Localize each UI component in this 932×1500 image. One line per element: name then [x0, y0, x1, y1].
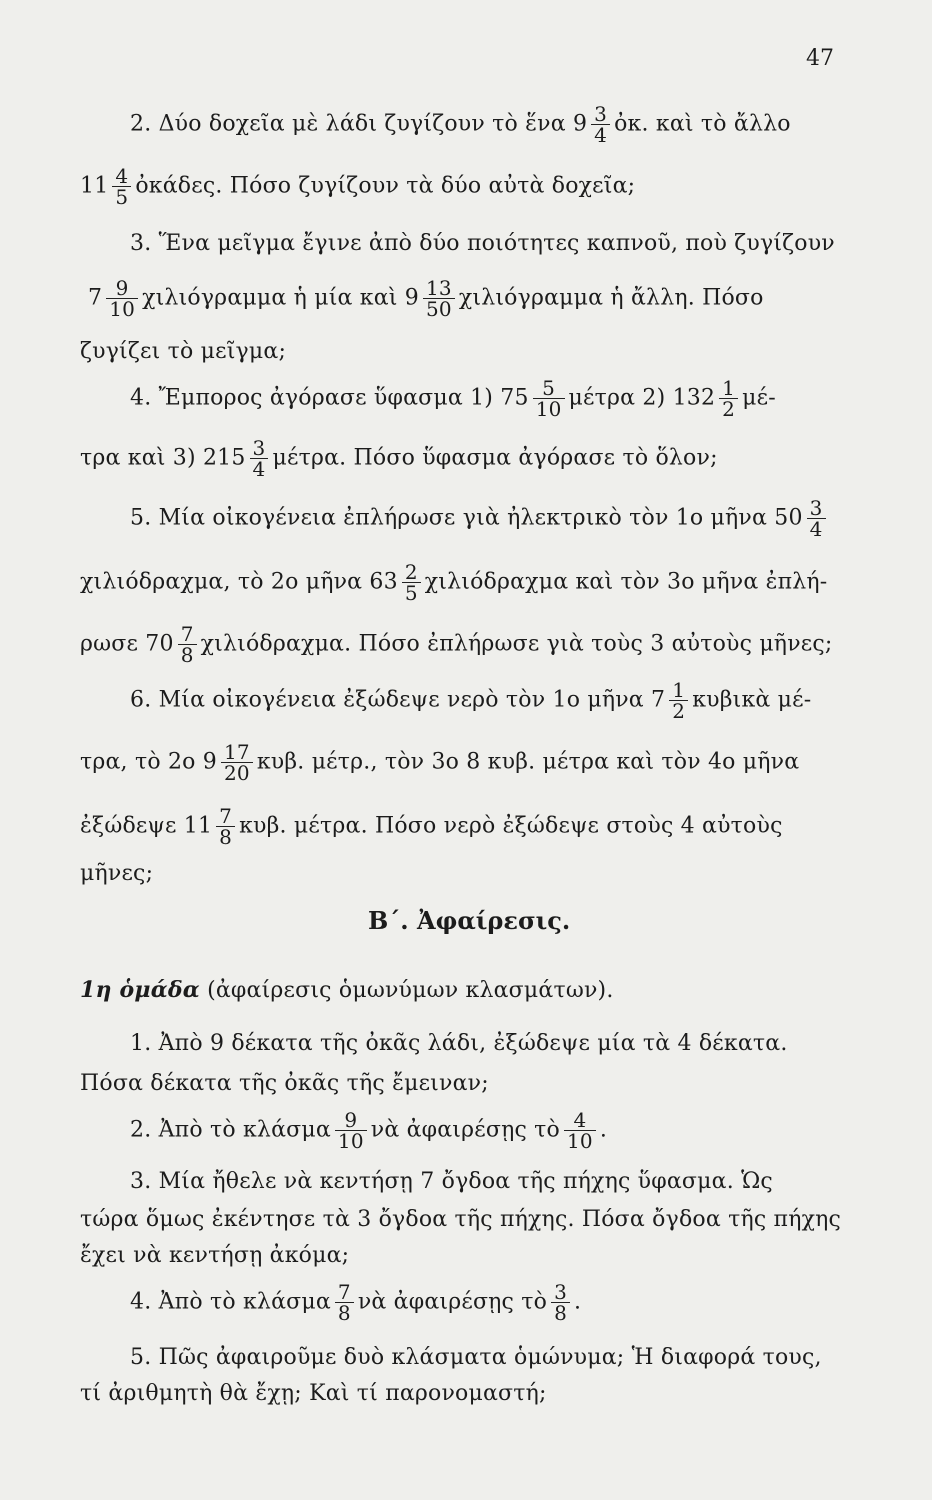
- text: τρα καὶ 3) 215: [80, 445, 246, 471]
- group-subtitle: (ἀφαίρεσις ὁμωνύμων κλασμάτων).: [207, 978, 614, 1003]
- problem-3-line-3: ζυγίζει τὸ μεῖγμα;: [80, 339, 287, 364]
- text: κυβ. μέτρα. Πόσο νερὸ ἐξώδεψε στοὺς 4 αὐτοὺς: [239, 813, 783, 839]
- group-title: 1η ὁμάδα: [80, 977, 200, 1003]
- problem-5-line-3: [80, 624, 833, 665]
- problem-3-line-1: 3. Ἕνα μεῖγμα ἔγινε ἀπὸ δύο ποιότητες καπνοῦ, ποὺ ζυγίζουν: [130, 231, 835, 256]
- text: κυβικὰ μέ-: [692, 687, 812, 713]
- text: ὀκ. καὶ τὸ ἄλλο: [614, 111, 791, 137]
- text: μέ-: [742, 385, 776, 411]
- text: 6. Μία οἰκογένεια ἐξώδεψε νερὸ τὸν 1ο μῆνα 7: [130, 687, 666, 713]
- text: χιλιόγραμμα ἡ μία καὶ 9: [142, 285, 419, 311]
- problem-6-line-3: [80, 806, 783, 847]
- fraction: $\frac{17}{20}$: [221, 742, 253, 783]
- text: 2. Ἀπὸ τὸ κλάσμα: [130, 1117, 331, 1143]
- fraction: $\frac{3}{8}$: [551, 1282, 570, 1323]
- text: 5. Μία οἰκογένεια ἐπλήρωσε γιὰ ἠλεκτρικὸ τὸν 1ο μῆνα 50: [130, 505, 803, 531]
- subtraction-3-line-3: ἔχει νὰ κεντήσῃ ἀκόμα;: [80, 1243, 350, 1268]
- fraction: $\frac{4}{10}$: [564, 1110, 596, 1151]
- subtraction-1-line-2: Πόσα δέκατα τῆς ὀκᾶς τῆς ἔμειναν;: [80, 1071, 489, 1096]
- fraction: $\frac{3}{4}$: [807, 498, 826, 539]
- problem-3-line-2: [88, 278, 764, 319]
- fraction: $\frac{1}{2}$: [669, 680, 688, 721]
- text: χιλιόδραχμα, τὸ 2ο μῆνα 63: [80, 569, 398, 595]
- text: μέτρα 2) 132: [568, 385, 716, 411]
- text: νὰ ἀφαιρέσῃς τὸ: [357, 1289, 548, 1315]
- fraction: $\frac{2}{5}$: [402, 562, 421, 603]
- problem-5-line-1: [130, 498, 830, 539]
- text: .: [599, 1117, 608, 1143]
- text: χιλιόδραχμα καὶ τὸν 3ο μῆνα ἐπλή-: [424, 569, 828, 595]
- page-number: 47: [806, 46, 834, 71]
- problem-6-line-2: [80, 742, 799, 783]
- fraction: $\frac{9}{10}$: [106, 278, 138, 319]
- text: χιλιόγραμμα ἡ ἄλλη. Πόσο: [458, 285, 764, 311]
- fraction: $\frac{9}{10}$: [335, 1110, 367, 1151]
- fraction: $\frac{5}{10}$: [533, 378, 565, 419]
- text: ἐξώδεψε 11: [80, 813, 213, 839]
- text: μέτρα. Πόσο ὕφασμα ἀγόρασε τὸ ὅλον;: [272, 445, 718, 471]
- fraction: $\frac{13}{50}$: [423, 278, 455, 319]
- text: 4. Ἀπὸ τὸ κλάσμα: [130, 1289, 331, 1315]
- fraction: $\frac{4}{5}$: [112, 166, 131, 207]
- fraction: $\frac{3}{4}$: [250, 438, 269, 479]
- fraction: $\frac{7}{8}$: [335, 1282, 354, 1323]
- subtraction-1-line-1: 1. Ἀπὸ 9 δέκατα τῆς ὀκᾶς λάδι, ἐξώδεψε μία τὰ 4 δέκατα.: [130, 1031, 788, 1056]
- problem-6-line-4: μῆνες;: [80, 861, 154, 886]
- text: τρα, τὸ 2ο 9: [80, 749, 217, 775]
- problem-4-line-1: [130, 378, 776, 419]
- group-heading: [80, 976, 614, 1005]
- text: νὰ ἀφαιρέσῃς τὸ: [370, 1117, 560, 1143]
- subtraction-3-line-2: τώρα ὅμως ἐκέντησε τὰ 3 ὄγδοα τῆς πήχης. Πόσα ὄγδοα τῆς πήχης: [80, 1207, 842, 1232]
- text: χιλιόδραχμα. Πόσο ἐπλήρωσε γιὰ τοὺς 3 αὐτοὺς μῆνες;: [200, 631, 833, 657]
- text: .: [574, 1289, 582, 1315]
- subtraction-3-line-1: 3. Μία ἤθελε νὰ κεντήσῃ 7 ὄγδοα τῆς πήχης ὕφασμα. Ὡς: [130, 1169, 773, 1194]
- fraction: $\frac{7}{8}$: [216, 806, 235, 847]
- subtraction-5-line-1: 5. Πῶς ἀφαιροῦμε δυὸ κλάσματα ὁμώνυμα; Ἡ διαφορά τους,: [130, 1345, 822, 1370]
- subtraction-2-line: [130, 1110, 607, 1151]
- fraction: $\frac{7}{8}$: [178, 624, 197, 665]
- text: 11: [80, 173, 109, 199]
- problem-5-line-2: [80, 562, 827, 603]
- text: κυβ. μέτρ., τὸν 3ο 8 κυβ. μέτρα καὶ τὸν 4ο μῆνα: [256, 749, 800, 775]
- subtraction-5-line-2: τί ἀριθμητὴ θὰ ἔχῃ; Καὶ τί παρονομαστή;: [80, 1381, 547, 1406]
- problem-6-line-1: [130, 680, 811, 721]
- fraction: $\frac{1}{2}$: [719, 378, 738, 419]
- text: 2. Δύο δοχεῖα μὲ λάδι ζυγίζουν τὸ ἕνα 9: [130, 111, 588, 137]
- problem-2-line-2: [80, 166, 635, 207]
- section-heading: Β΄. Ἀφαίρεσις.: [368, 906, 571, 935]
- text: 4. Ἔμπορος ἀγόρασε ὕφασμα 1) 75: [130, 385, 529, 411]
- text: ὀκάδες. Πόσο ζυγίζουν τὰ δύο αὐτὰ δοχεῖα;: [135, 173, 636, 199]
- problem-4-line-2: [80, 438, 718, 479]
- problem-2-line-1: [130, 104, 791, 145]
- subtraction-4-line: [130, 1282, 581, 1323]
- text: ρωσε 70: [80, 631, 174, 657]
- text: 7: [88, 285, 103, 311]
- fraction: $\frac{3}{4}$: [591, 104, 610, 145]
